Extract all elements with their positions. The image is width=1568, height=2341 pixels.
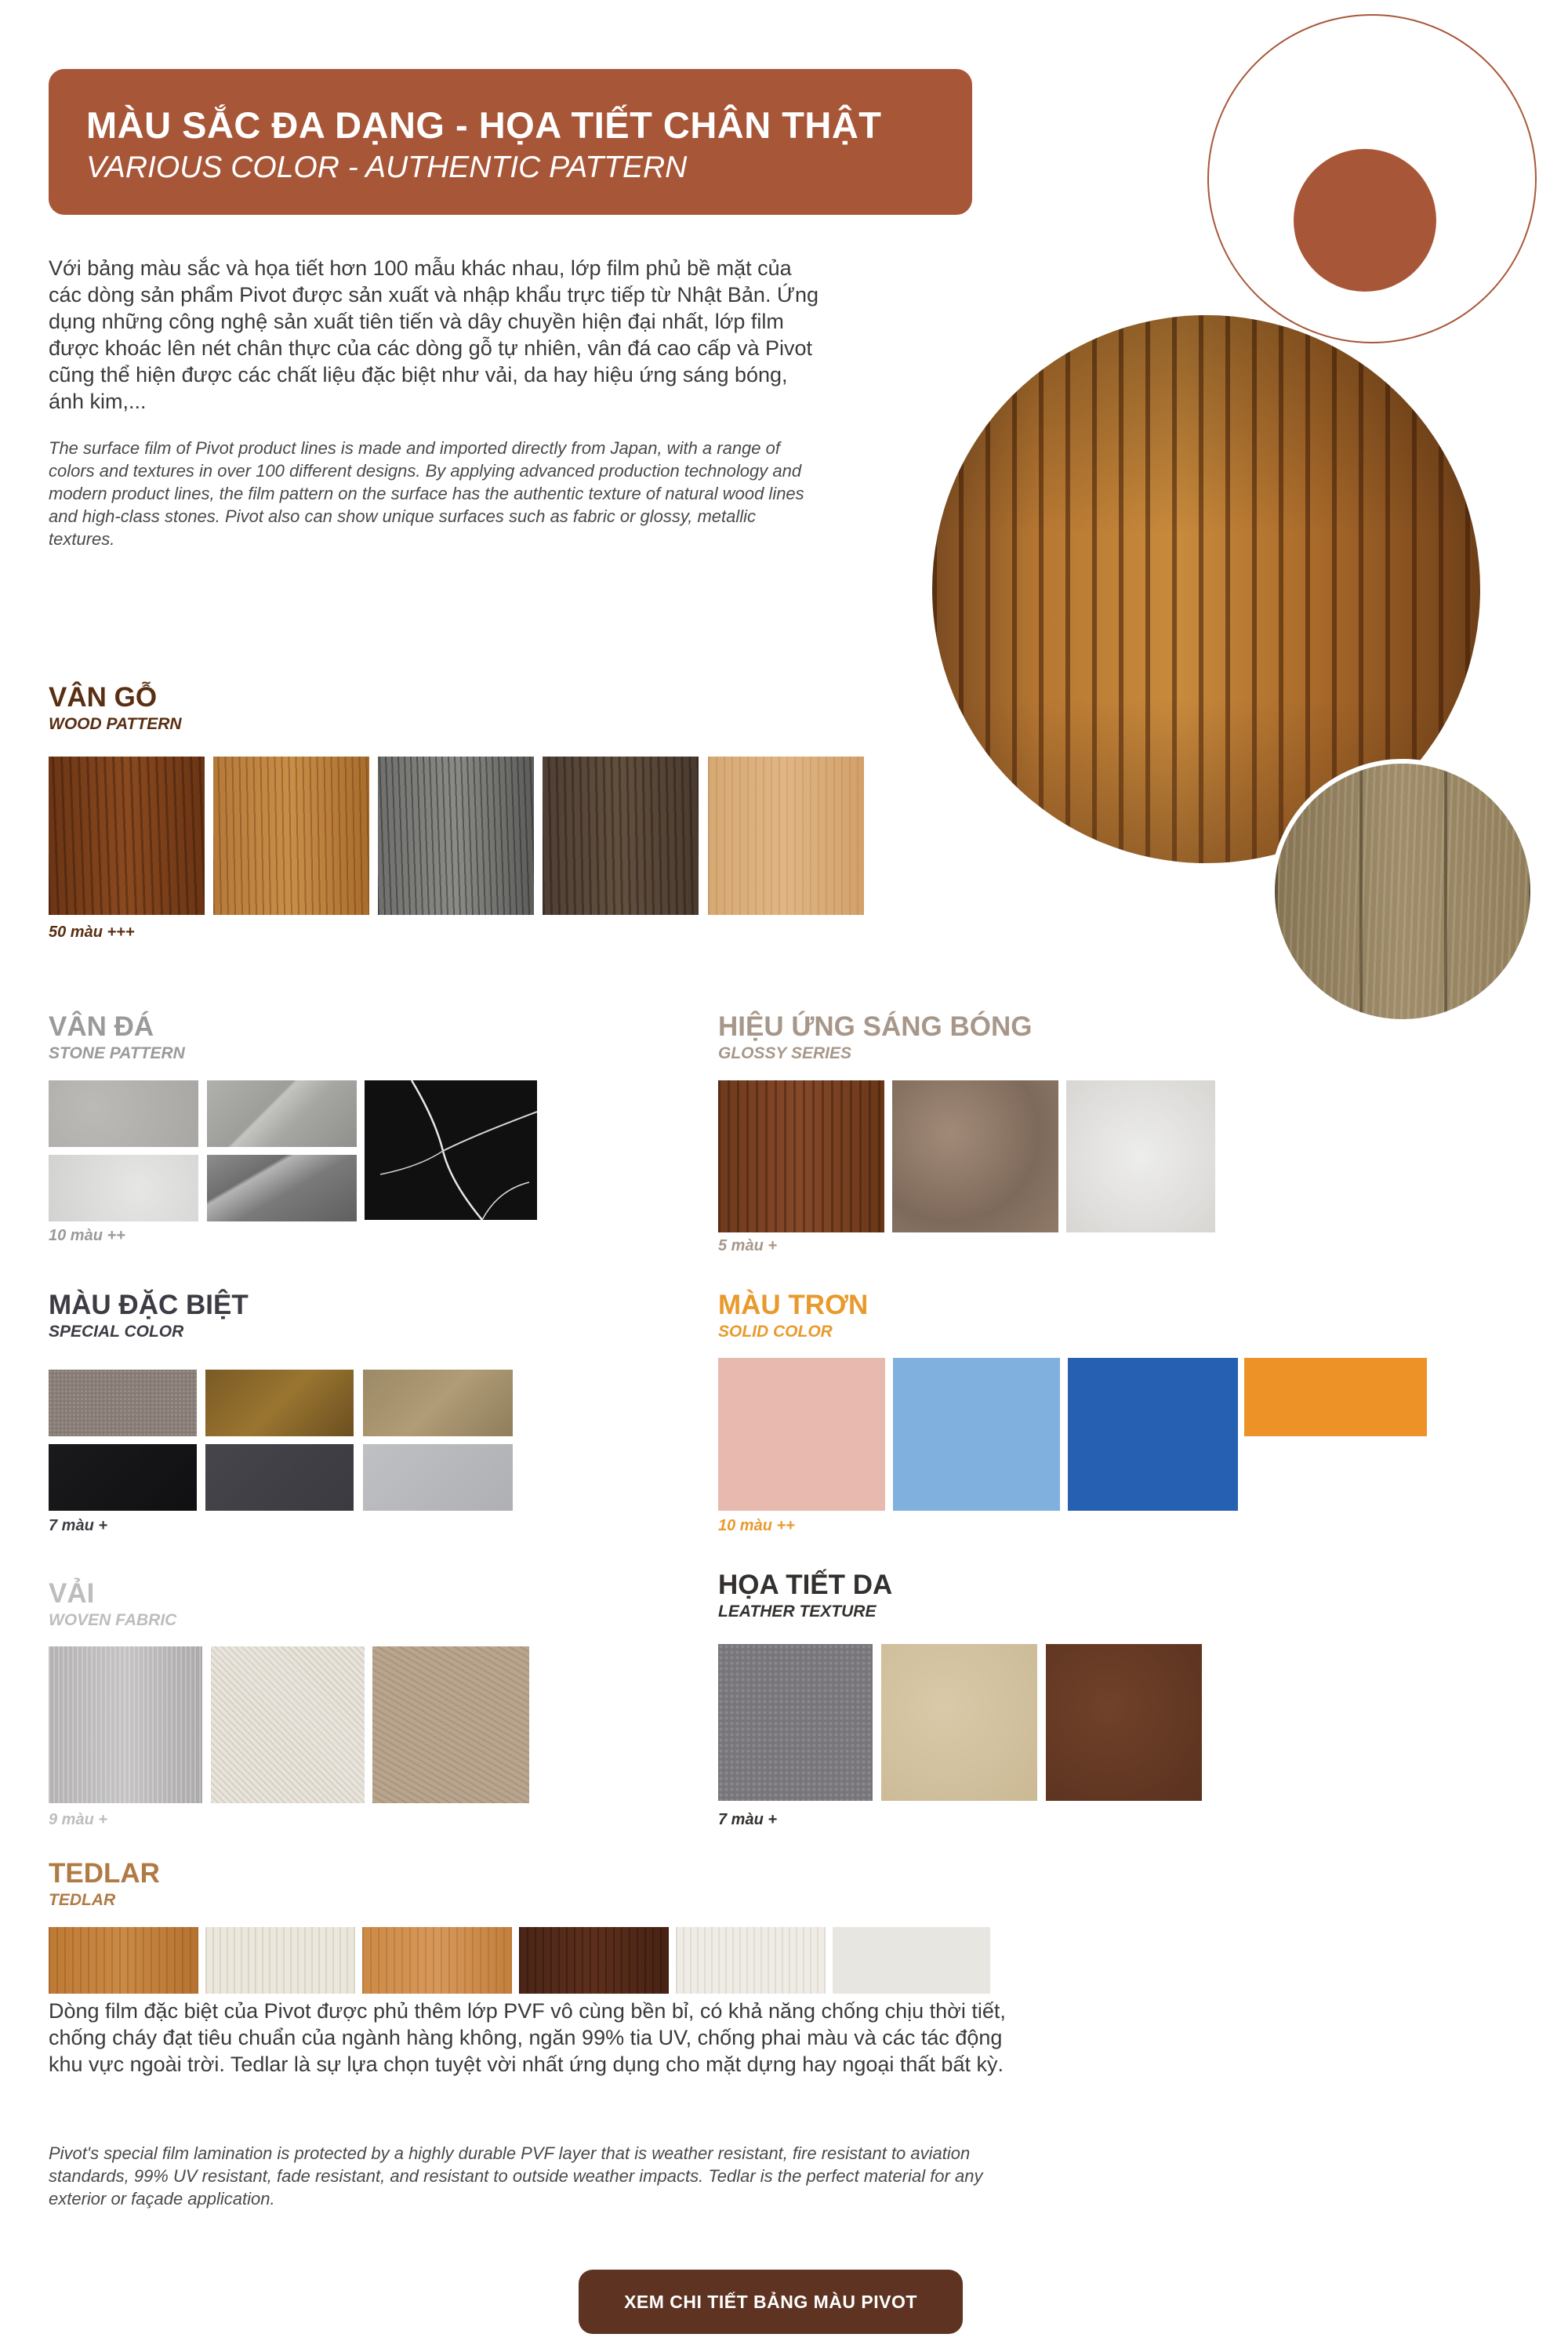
page-subtitle: VARIOUS COLOR - AUTHENTIC PATTERN xyxy=(86,151,688,184)
tedlar-description-vn: Dòng film đặc biệt của Pivot được phủ thêm lớp PVF vô cùng bền bỉ, có khả năng chống chịu thời tiết, chống cháy đạt tiêu chuẩn của ngành hàng không, ngăn 99% tia UV, chống phai màu và các tác động khu vực ngoài trời. Tedlar là sự lựa chọn tuyệt vời nhất ứng dụng cho mặt dựng hay ngoại thất bất kỳ. xyxy=(49,1999,1006,2076)
leather-section-title: HỌA TIẾT DA xyxy=(718,1570,893,1600)
glossy-section-subtitle: GLOSSY SERIES xyxy=(718,1044,851,1062)
solid-swatch-orange xyxy=(1244,1358,1427,1436)
fabric-count: 9 màu + xyxy=(49,1811,108,1828)
special-swatch xyxy=(363,1444,513,1511)
stone-section-title: VÂN ĐÁ xyxy=(49,1011,154,1042)
special-swatch xyxy=(205,1370,354,1436)
solid-swatch-pink xyxy=(718,1358,885,1511)
marble-vein-graphic xyxy=(365,1080,537,1220)
solid-swatch-light-blue xyxy=(893,1358,1060,1511)
header-banner xyxy=(49,69,972,215)
tedlar-section-title: TEDLAR xyxy=(49,1858,160,1889)
fabric-swatch xyxy=(211,1646,365,1803)
solid-count: 10 màu ++ xyxy=(718,1517,795,1534)
page-title: MÀU SẮC ĐA DẠNG - HỌA TIẾT CHÂN THẬT xyxy=(86,104,882,146)
stone-section-subtitle: STONE PATTERN xyxy=(49,1044,185,1062)
stone-count: 10 màu ++ xyxy=(49,1227,125,1244)
special-swatch xyxy=(49,1444,197,1511)
special-count: 7 màu + xyxy=(49,1517,108,1534)
glossy-swatch xyxy=(718,1080,884,1232)
fabric-swatch xyxy=(49,1646,202,1803)
stone-swatch xyxy=(365,1080,537,1220)
tedlar-swatch xyxy=(833,1927,990,1994)
special-swatch xyxy=(205,1444,354,1511)
fabric-section-title: VẢI xyxy=(49,1578,95,1609)
wood-swatch xyxy=(378,757,534,915)
tedlar-swatch xyxy=(362,1927,512,1994)
tedlar-swatch xyxy=(205,1927,355,1994)
glossy-swatch xyxy=(1066,1080,1215,1232)
decorative-dot xyxy=(1294,149,1436,292)
wood-count: 50 màu +++ xyxy=(49,924,135,941)
solid-section-title: MÀU TRƠN xyxy=(718,1290,869,1320)
special-swatch xyxy=(49,1370,197,1436)
stone-swatch xyxy=(207,1155,357,1221)
leather-swatch xyxy=(718,1644,873,1801)
stone-swatch xyxy=(207,1080,357,1147)
tedlar-description-en: Pivot's special film lamination is protected by a highly durable PVF layer that is weather resistant, fire resistant to aviation standards, 99% UV resistant, fade resistant, and resistant to outside weather impacts. Tedlar is the perfect material for any exterior or façade application. xyxy=(49,2143,983,2209)
fabric-swatch xyxy=(372,1646,529,1803)
special-swatch xyxy=(363,1370,513,1436)
leather-swatch xyxy=(1046,1644,1202,1801)
view-color-chart-button[interactable]: XEM CHI TIẾT BẢNG MÀU PIVOT xyxy=(579,2270,963,2334)
wood-swatch xyxy=(708,757,864,915)
tedlar-swatch xyxy=(519,1927,669,1994)
glossy-section-title: HIỆU ỨNG SÁNG BÓNG xyxy=(718,1011,1033,1042)
wood-swatch xyxy=(49,757,205,915)
special-section-title: MÀU ĐẶC BIỆT xyxy=(49,1290,249,1320)
wood-panel-closeup-photo xyxy=(1270,759,1535,1024)
intro-text-en: The surface film of Pivot product lines is made and imported directly from Japan, with a range of colors and textures in over 100 different designs. By applying advanced production technology and modern product lines, the film pattern on the surface has the authentic texture of natural wood lines and high-class stones. Pivot also can show unique surfaces such as fabric or glossy, metallic textures. xyxy=(49,438,804,549)
solid-section-subtitle: SOLID COLOR xyxy=(718,1323,833,1341)
glossy-swatch xyxy=(892,1080,1058,1232)
wood-swatch xyxy=(213,757,369,915)
leather-swatch xyxy=(881,1644,1037,1801)
solid-swatch-blue xyxy=(1068,1358,1238,1511)
leather-section-subtitle: LEATHER TEXTURE xyxy=(718,1602,877,1621)
tedlar-swatch xyxy=(49,1927,198,1994)
special-section-subtitle: SPECIAL COLOR xyxy=(49,1323,184,1341)
leather-count: 7 màu + xyxy=(718,1811,778,1828)
glossy-count: 5 màu + xyxy=(718,1237,778,1254)
fabric-section-subtitle: WOVEN FABRIC xyxy=(49,1611,177,1629)
tedlar-section-subtitle: TEDLAR xyxy=(49,1891,116,1909)
wood-section-subtitle: WOOD PATTERN xyxy=(49,715,182,733)
intro-text-vn: Với bảng màu sắc và họa tiết hơn 100 mẫu khác nhau, lớp film phủ bề mặt của các dòng sản phẩm Pivot được sản xuất và nhập khẩu trực tiếp từ Nhật Bản. Ứng dụng những công nghệ sản xuất tiên tiến và dây chuyền hiện đại nhất, lớp film được khoác lên nét chân thực của các dòng gỗ tự nhiên, vân đá cao cấp và Pivot cũng thể hiện được các chất liệu đặc biệt như vải, da hay hiệu ứng sáng bóng, ánh kim,... xyxy=(49,256,819,413)
stone-swatch xyxy=(49,1155,198,1221)
tedlar-swatch xyxy=(676,1927,826,1994)
stone-swatch xyxy=(49,1080,198,1147)
wood-section-title: VÂN GỖ xyxy=(49,682,158,713)
wood-swatch xyxy=(543,757,699,915)
